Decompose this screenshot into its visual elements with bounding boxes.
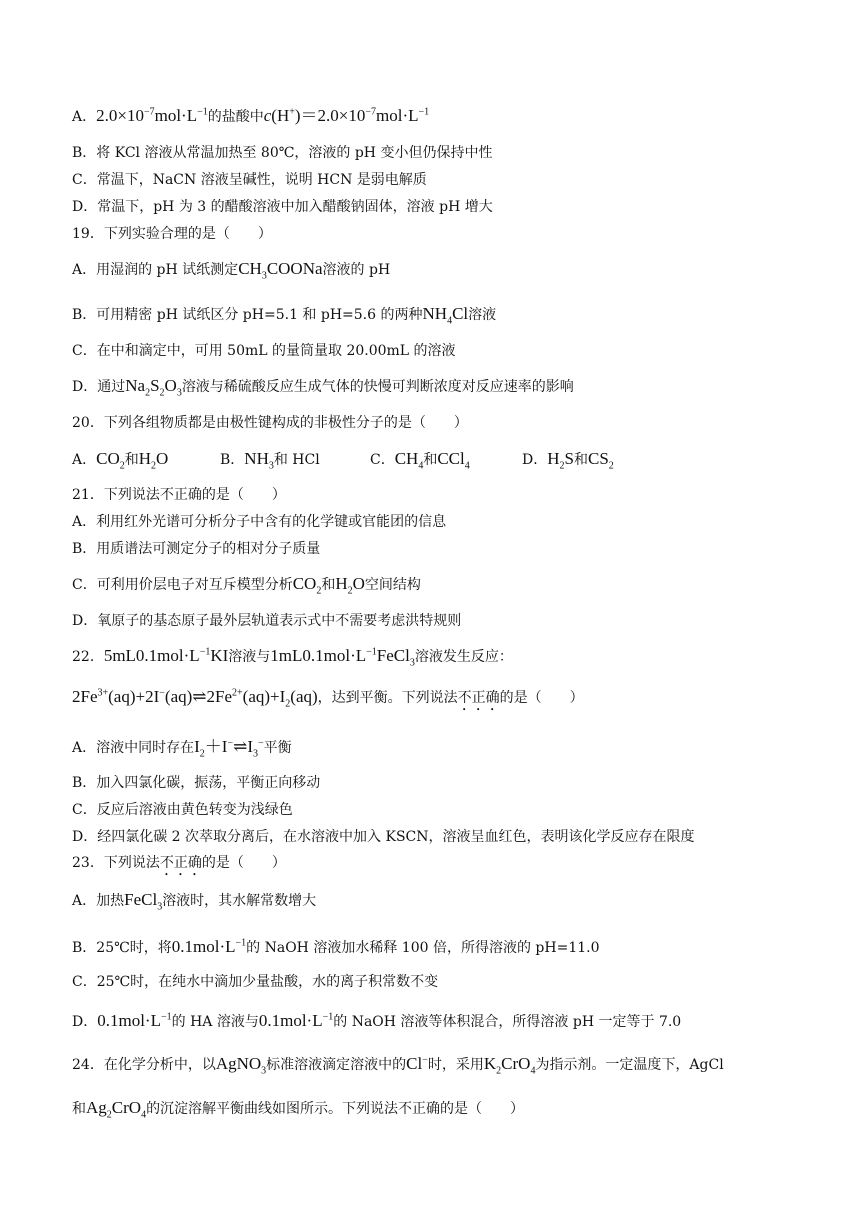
q23-option-d: D．$0.1mol\cdot L^{-1}$的 HA 溶液与$0.1mol\cdot L^{-1}$的 NaOH 溶液等体积混合，所得溶液 pH 一定等于 7.0 <box>72 1011 682 1030</box>
q21-option-b: B．用质谱法可测定分子的相对分子质量 <box>72 541 321 557</box>
q20-option-c: C．$CH_4$和CCl$_4$ <box>370 449 470 472</box>
q22-option-a: A．溶液中同时存在$I_2+I^-\rightleftharpoons I_3^-$平衡 <box>72 737 292 760</box>
q22-option-d: D．经四氯化碳 2 次萃取分离后，在水溶液中加入 KSCN，溶液呈血红色，表明该化学反应存在限度 <box>72 829 695 845</box>
q23-stem: 23．下列说法不正确的是（ ） <box>72 855 286 871</box>
q19-stem: 19．下列实验合理的是（ ） <box>72 226 272 242</box>
q23-option-b: B．25℃时，将$0.1mol\cdot L^{-1}$的 NaOH 溶液加水稀释 100 倍，所得溶液的 pH=11.0 <box>72 937 600 956</box>
q18-option-c: C．常温下，NaCN 溶液呈碱性，说明 HCN 是弱电解质 <box>72 172 427 188</box>
q19-option-c: C．在中和滴定中，可用 50mL 的量筒量取 20.00mL 的溶液 <box>72 343 456 359</box>
q19-option-d: D．通过$Na_2S_2O_3$溶液与稀硫酸反应生成气体的快慢可判断浓度对反应速率的影响 <box>72 376 574 399</box>
q19-option-b: B．可用精密 pH 试纸区分 pH=5.1 和 pH=5.6 的两种$NH_4Cl$溶液 <box>72 304 497 327</box>
q21-option-a: A．利用红外光谱可分析分子中含有的化学键或官能团的信息 <box>72 514 447 530</box>
q21-stem: 21．下列说法不正确的是（ ） <box>72 487 286 503</box>
q22-option-c: C．反应后溶液由黄色转变为浅绿色 <box>72 802 293 818</box>
q18-option-b: B．将 KCl 溶液从常温加热至 80℃，溶液的 pH 变小但仍保持中性 <box>72 145 493 161</box>
q24-stem-line1: 24．在化学分析中，以AgNO$_3$标准溶液滴定溶液中的Cl−时，采用$K_2CrO_4$为指示剂。一定温度下，AgCl <box>72 1054 724 1077</box>
q18-option-d: D．常温下，pH 为 3 的醋酸溶液中加入醋酸钠固体，溶液 pH 增大 <box>72 199 493 215</box>
q19-option-a: A．用湿润的 pH 试纸测定$CH_3COONa$溶液的 pH <box>72 259 391 282</box>
q21-option-d: D．氧原子的基态原子最外层轨道表示式中不需要考虑洪特规则 <box>72 613 462 629</box>
q23-option-c: C．25℃时，在纯水中滴加少量盐酸，水的离子积常数不变 <box>72 974 439 990</box>
q23-option-a: A．加热FeCl$_3$溶液时，其水解常数增大 <box>72 890 317 913</box>
q20-option-b: B．$NH_3$和 HCl <box>220 449 320 472</box>
q22-stem: 22．$5mL0.1mol\cdot L^{-1}KI$溶液与$1mL0.1mol\cdot L^{-1}FeCl_3$溶液发生反应： <box>72 646 513 669</box>
q22-option-b: B．加入四氯化碳，振荡，平衡正向移动 <box>72 775 321 791</box>
q20-option-a: A．$CO_2$和$H_2O$ <box>72 449 169 472</box>
q20-options <box>72 449 614 470</box>
q20-stem: 20．下列各组物质都是由极性键构成的非极性分子的是（ ） <box>72 415 468 431</box>
q22-equation: $2Fe^{3+}(aq)+2I^-(aq)\rightleftharpoons 2Fe^{2+}(aq)+I_2(aq)$，达到平衡。下列说法不正确的是（ ） <box>72 687 584 710</box>
q20-option-d: D．$H_2S$和$CS_2$ <box>522 449 614 472</box>
q21-option-c: C．可利用价层电子对互斥模型分析$CO_2$和$H_2O$空间结构 <box>72 574 421 597</box>
q24-stem-line2: 和$Ag_2CrO_4$的沉淀溶解平衡曲线如图所示。下列说法不正确的是（ ） <box>72 1098 525 1121</box>
q18-option-a: A．$2.0\times 10^{-7}mol\cdot L^{-1}$的盐酸中$c(H^+)=2.0\times 10^{-7}mol\cdot L^{-1}$ <box>72 106 430 125</box>
